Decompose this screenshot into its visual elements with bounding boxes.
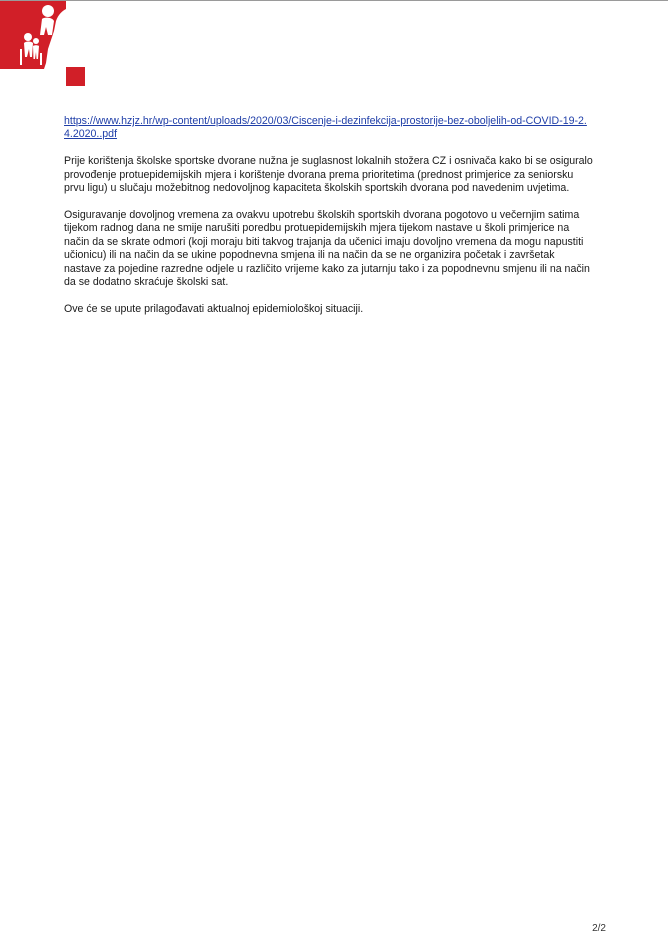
- paragraph-closing-note: Ove će se upute prilagođavati aktualnoj epidemiološkoj situaciji.: [64, 302, 364, 315]
- red-accent-square: [66, 67, 85, 86]
- document-body: [64, 115, 594, 316]
- red-silhouette-logo-icon: [0, 1, 70, 69]
- page-number: 2/2: [592, 923, 606, 934]
- paragraph-scheduling: Osiguravanje dovoljnog vremena za ovakvu upotrebu školskih sportskih dvorana pogotovo u večernjim satima tijekom radnog dana ne smije narušiti poredbu protuepidemijskih mjera tijekom nastave u školi primjerice na način da se skrate odmori (koji moraju biti takvog trajanja da učenici imaju dovoljno vremena da mogu napustiti učionicu) ili na način da se ukine popodnevna smjena ili na način da se ne organizira početak i završetak nastave za pojedine razredne odjele u različito vrijeme kako za jutarnju tako i za popodnevnu smjenu ili na način da se dodatno skraćuje školski sat.: [64, 209, 590, 289]
- reference-link[interactable]: https://www.hzjz.hr/wp-content/uploads/2020/03/Ciscenje-i-dezinfekcija-prostorije-bez-oboljelih-od-COVID-19-2.4.2020..pdf: [64, 115, 587, 141]
- paragraph-approval: Prije korištenja školske sportske dvorane nužna je suglasnost lokalnih stožera CZ i osnivača kako bi se osiguralo provođenje protuepidemijskih mjera i korištenje dvorana prema prioritetima (prednost primjerice za seniorsku prvu ligu) u slučaju možebitnog nedovoljnog kapaciteta školskih sportskih dvorana pod navedenim uvjetima.: [64, 155, 593, 195]
